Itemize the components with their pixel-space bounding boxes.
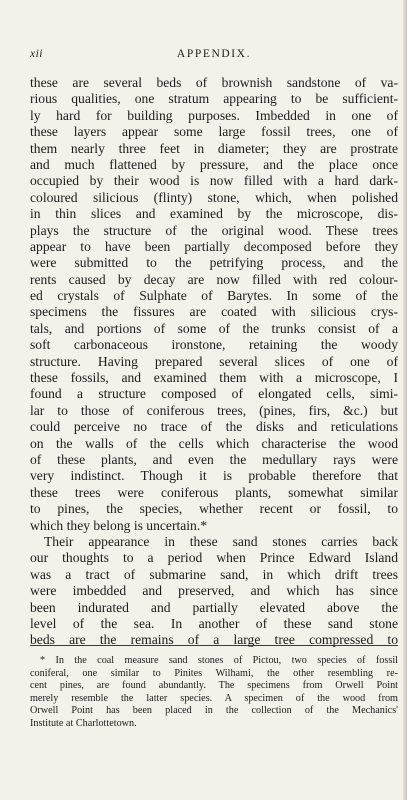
text-line: level of the sea. In another of these sand stone — [30, 615, 398, 631]
footnote-rule — [30, 645, 398, 646]
text-line: were imbedded and preserved, and which has since — [30, 583, 398, 599]
text-line: which they belong is uncertain.* — [30, 517, 208, 533]
page-edge — [403, 0, 407, 800]
paragraph-1 — [30, 75, 398, 534]
paragraph-2 — [30, 534, 398, 649]
text-line: structure. Having prepared several slices of one of — [30, 353, 398, 369]
page-number: xii — [30, 48, 43, 60]
text-line: soft carbonaceous ironstone, retaining the woody — [30, 337, 398, 353]
text-line: these fossils, and examined them with a microscope, I — [30, 370, 398, 386]
text-line: coloured silicious (flinty) stone, which, when polished — [30, 189, 398, 205]
text-line: very indistinct. Though it is probable therefore that — [30, 468, 398, 484]
text-line: to pines, the species, whether recent or fossil, to — [30, 501, 398, 517]
text-line: specimens the fissures are coated with silicious crys- — [30, 304, 398, 320]
footnote-line: cent pines, are found abundantly. The specimens from Orwell Point — [30, 680, 398, 692]
footnote-line: Orwell Point has been placed in the collection of the Mechanics' — [30, 705, 398, 717]
text-line: on the walls of the cells which characterise the wood — [30, 435, 398, 451]
text-line: ed crystals of Sulphate of Barytes. In some of the — [30, 288, 398, 304]
text-line: our thoughts to a period when Prince Edward Island — [30, 550, 398, 566]
text-line: ly hard for building purposes. Imbedded in one of — [30, 107, 398, 123]
text-line: been indurated and partially elevated above the — [30, 599, 398, 615]
text-line: rious qualities, one stratum appearing to be sufficient- — [30, 91, 398, 107]
running-head — [30, 48, 398, 62]
text-line: and much flattened by pressure, and the place once — [30, 156, 398, 172]
text-line: these are several beds of brownish sandstone of va- — [30, 75, 398, 90]
text-line: occupied by their wood is now filled with a hard dark- — [30, 173, 398, 189]
text-line: could perceive no trace of the disks and reticulations — [30, 419, 398, 435]
text-line: beds are the remains of a large tree compressed to — [30, 632, 398, 648]
footnote-line: merely resemble the latter species. A specimen of the wood from — [30, 692, 398, 704]
text-line: these layers appear some large fossil trees, one of — [30, 124, 398, 140]
text-line: them nearly three feet in diameter; they are prostrate — [30, 140, 398, 156]
text-line: lar to those of coniferous trees, (pines, firs, &c.) but — [30, 402, 398, 418]
text-line: appear to have been partially decomposed before they — [30, 238, 398, 254]
text-line: these trees were coniferous plants, somewhat similar — [30, 484, 398, 500]
text-line: found a structure composed of elongated cells, simi- — [30, 386, 398, 402]
text-line: was a tract of submarine sand, in which drift trees — [30, 566, 398, 582]
text-line: Their appearance in these sand stones carries back — [44, 533, 398, 549]
text-line: of these plants, and even the medullary rays were — [30, 451, 398, 467]
footnote-line: * In the coal measure sand stones of Pictou, two species of fossil — [40, 655, 398, 666]
text-line: rents caused by decay are now filled with red colour- — [30, 271, 398, 287]
text-line: plays the structure of the original wood. These trees — [30, 222, 398, 238]
footnote — [30, 655, 398, 731]
text-line: tals, and portions of some of the trunks consist of a — [30, 320, 398, 336]
text-line: were submitted to the petrifying process, and the — [30, 255, 398, 271]
body-text — [30, 75, 398, 649]
footnote-line: Institute at Charlottetown. — [30, 717, 137, 729]
running-title: APPENDIX. — [176, 48, 252, 60]
footnote-line: coniferal, one similar to Pinites Wilhami, the other resembling re- — [30, 667, 398, 679]
text-line: in thin slices and examined by the microscope, dis- — [30, 206, 398, 222]
